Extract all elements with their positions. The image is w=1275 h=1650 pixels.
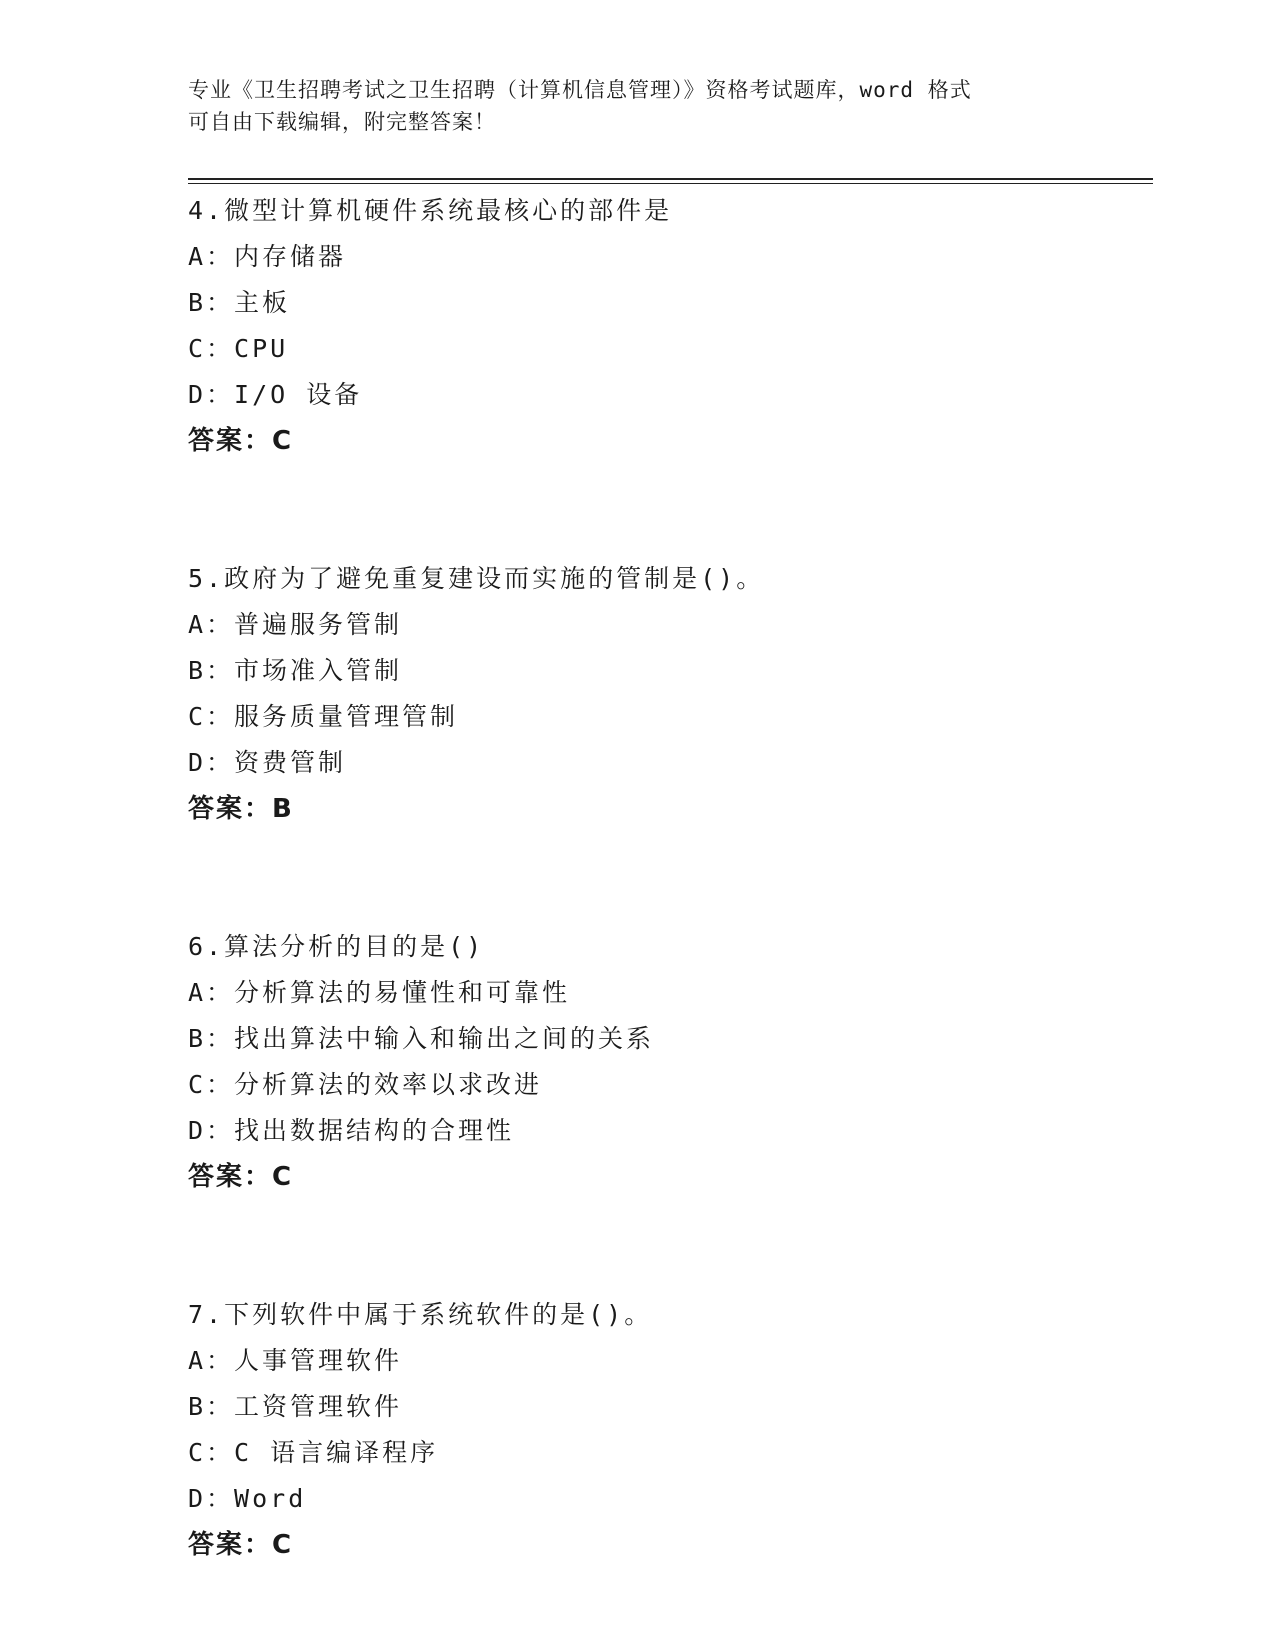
answer: 答案：C [188, 1530, 294, 1560]
answer: 答案：C [188, 426, 294, 456]
header-divider-thick [188, 178, 1153, 180]
option-b: B：找出算法中输入和输出之间的关系 [188, 1024, 655, 1053]
option-d: D：找出数据结构的合理性 [188, 1116, 515, 1145]
answer: 答案：C [188, 1162, 294, 1192]
option-d: D：资费管制 [188, 748, 347, 777]
question-6 [188, 924, 1148, 1200]
option-a: A：人事管理软件 [188, 1346, 403, 1375]
question-stem: 6.算法分析的目的是() [188, 932, 485, 961]
question-5 [188, 556, 1148, 832]
option-a: A：分析算法的易懂性和可靠性 [188, 978, 571, 1007]
header-line-2: 可自由下载编辑，附完整答案！ [188, 110, 496, 134]
option-b: B：市场准入管制 [188, 656, 403, 685]
question-7 [188, 1292, 1148, 1568]
question-spacer [188, 464, 1148, 556]
option-d: D：Word [188, 1484, 307, 1513]
question-spacer [188, 1200, 1148, 1292]
option-d: D：I/O 设备 [188, 380, 363, 409]
question-stem: 5.政府为了避免重复建设而实施的管制是()。 [188, 564, 765, 593]
option-a: A：普遍服务管制 [188, 610, 403, 639]
question-stem: 7.下列软件中属于系统软件的是()。 [188, 1300, 653, 1329]
option-c: C：C 语言编译程序 [188, 1438, 439, 1467]
question-list [188, 188, 1148, 1568]
header-line-1: 专业《卫生招聘考试之卫生招聘（计算机信息管理）》资格考试题库，word 格式 [188, 78, 972, 102]
header-divider-thin [188, 183, 1153, 184]
answer: 答案：B [188, 794, 294, 824]
option-b: B：工资管理软件 [188, 1392, 403, 1421]
option-c: C：服务质量管理管制 [188, 702, 459, 731]
question-spacer [188, 832, 1148, 924]
question-stem: 4.微型计算机硬件系统最核心的部件是 [188, 196, 673, 225]
question-4 [188, 188, 1148, 464]
option-b: B：主板 [188, 288, 291, 317]
option-c: C：CPU [188, 334, 289, 363]
document-header [188, 74, 1088, 138]
option-c: C：分析算法的效率以求改进 [188, 1070, 543, 1099]
option-a: A：内存储器 [188, 242, 347, 271]
